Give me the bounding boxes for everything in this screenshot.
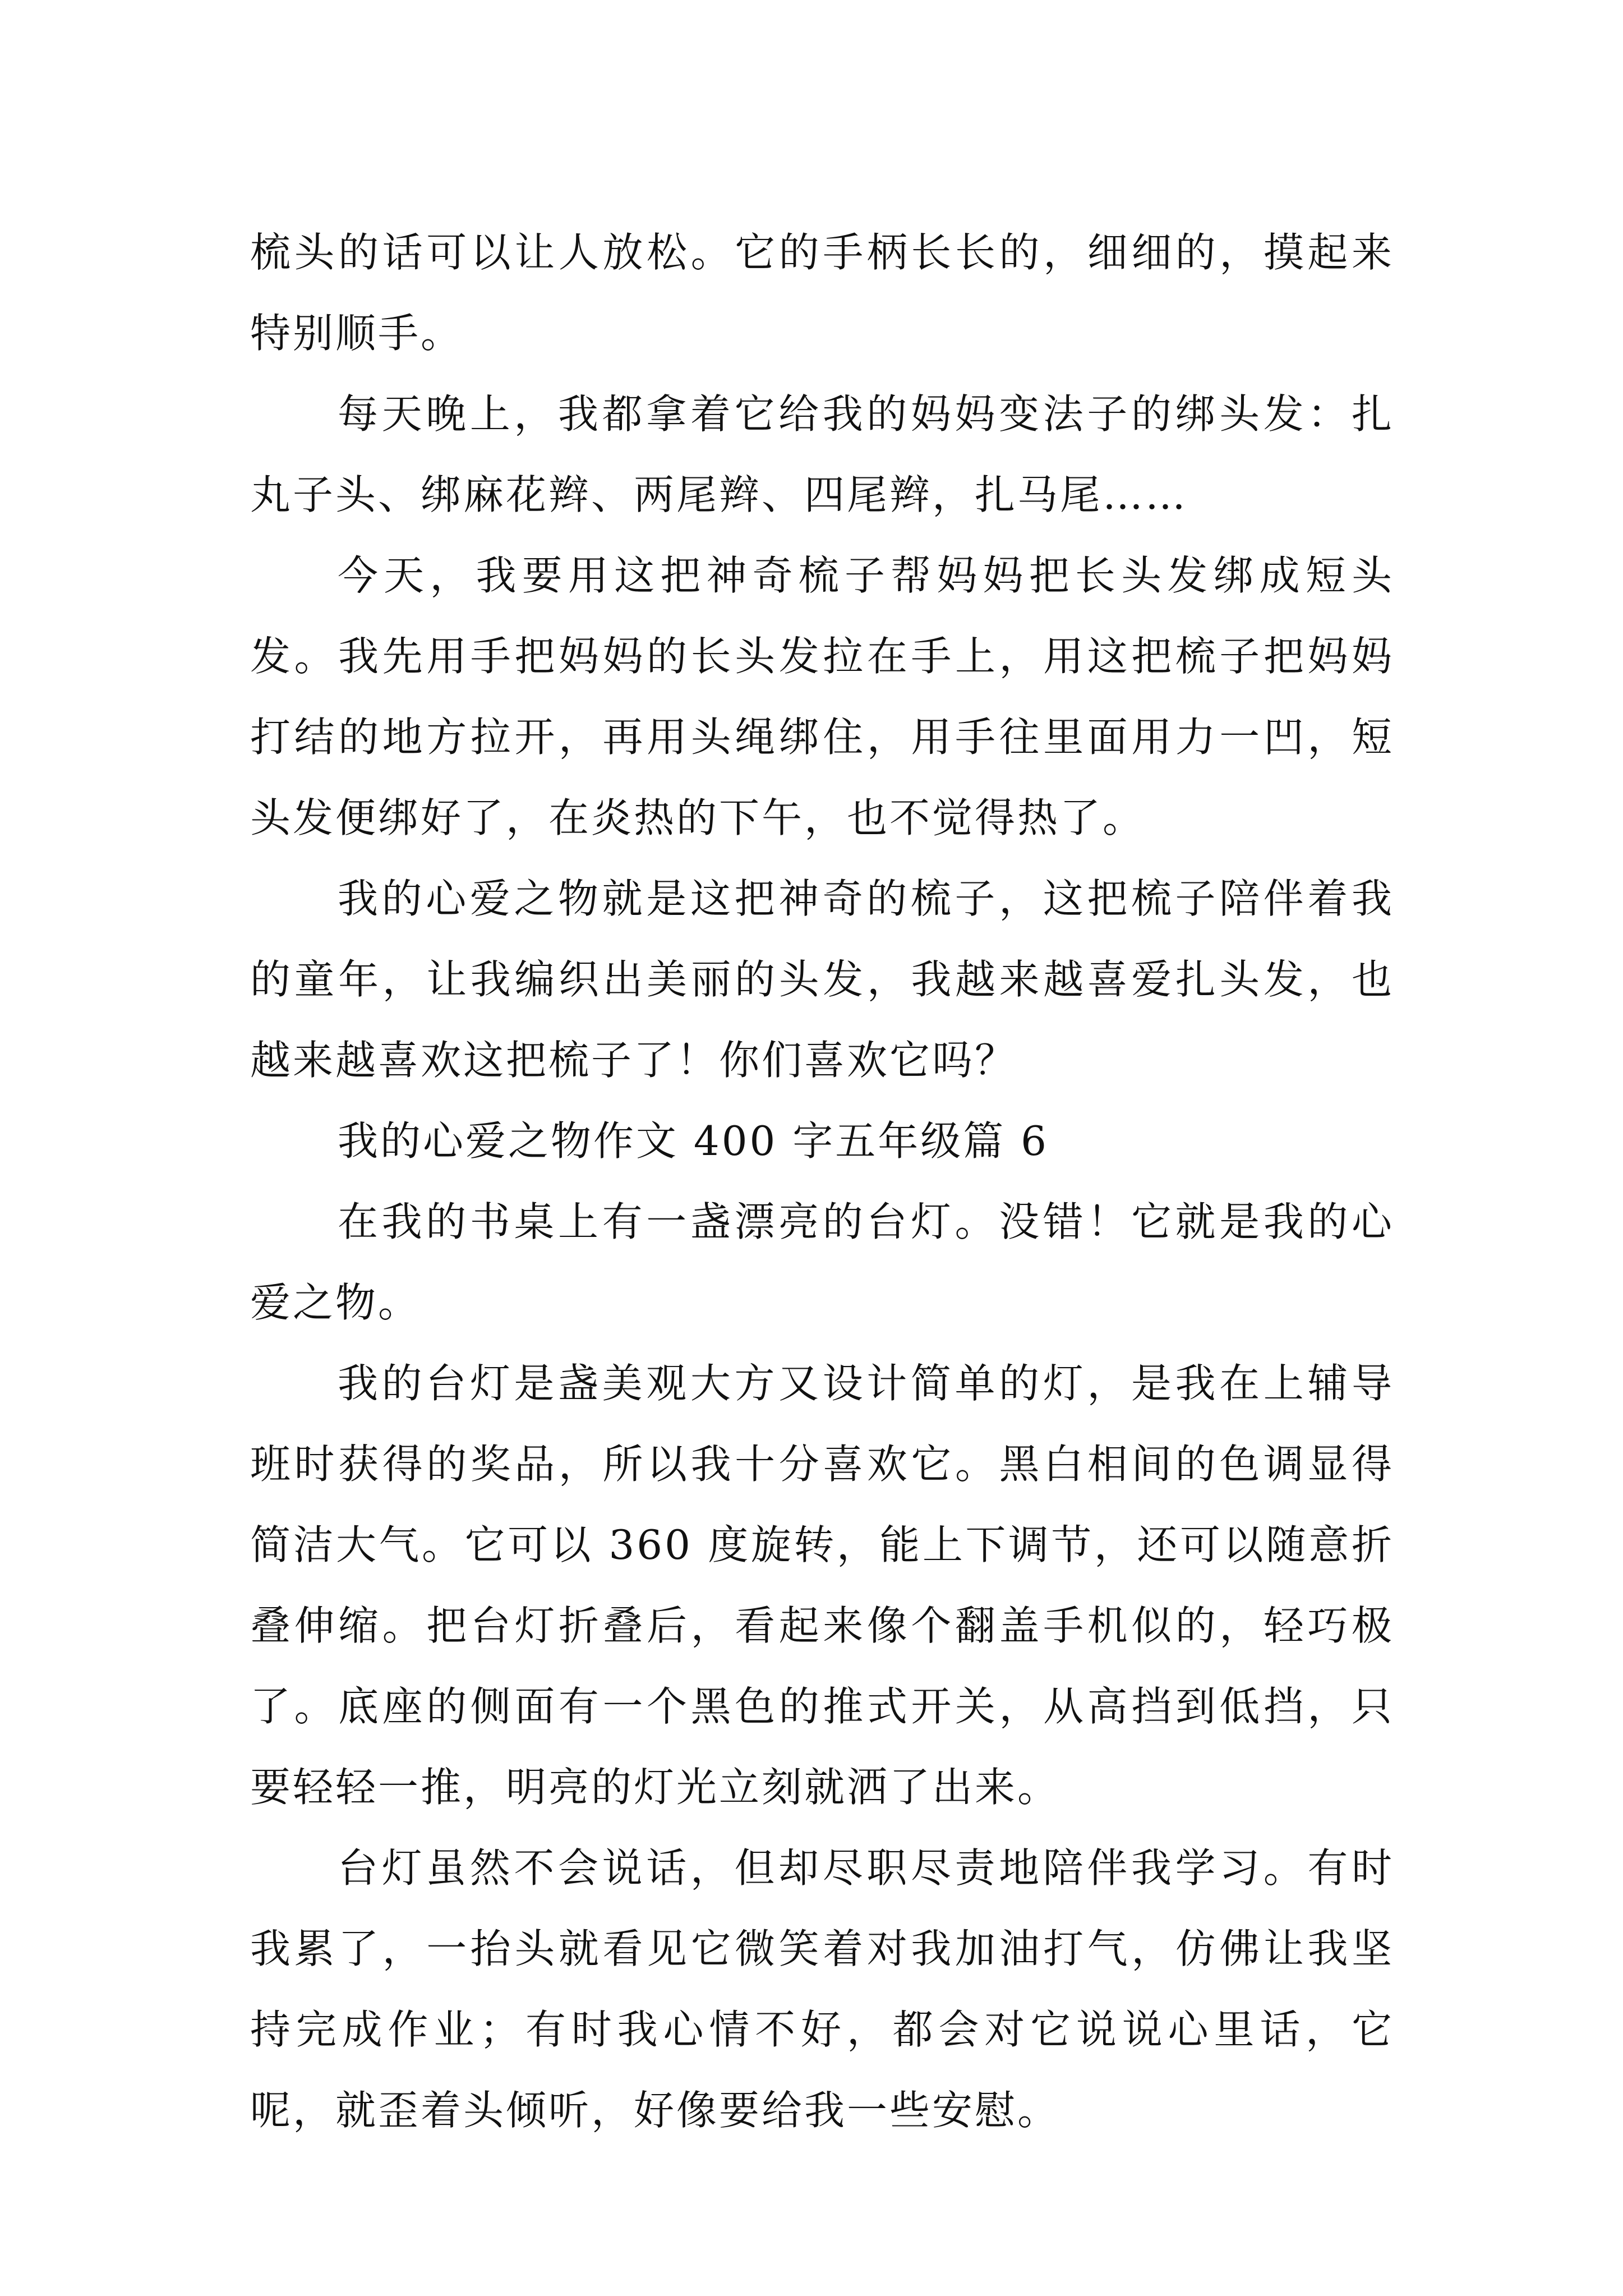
paragraph-7: 台灯虽然不会说话，但却尽职尽责地陪伴我学习。有时我累了，一抬头就看见它微笑着对我加油打气，仿佛让我坚持完成作业；有时我心情不好，都会对它说说心里话，它呢，就歪着头倾听，好像要给我一些安慰。 bbox=[250, 1844, 1394, 2134]
paragraph-4: 我的心爱之物就是这把神奇的梳子，这把梳子陪伴着我的童年，让我编织出美丽的头发，我越来越喜爱扎头发，也越来越喜欢这把梳子了！你们喜欢它吗？ bbox=[250, 875, 1394, 1084]
document-body bbox=[250, 212, 1394, 2151]
paragraph-3: 今天，我要用这把神奇梳子帮妈妈把长头发绑成短头发。我先用手把妈妈的长头发拉在手上，用这把梳子把妈妈打结的地方拉开，再用头绳绑住，用手往里面用力一凹，短头发便绑好了，在炎热的下午，也不觉得热了。 bbox=[250, 552, 1394, 841]
section-heading: 我的心爱之物作文 400 字五年级篇 6 bbox=[338, 1117, 1049, 1165]
paragraph-5: 在我的书桌上有一盏漂亮的台灯。没错！它就是我的心爱之物。 bbox=[250, 1198, 1394, 1326]
paragraph-1: 梳头的话可以让人放松。它的手柄长长的，细细的，摸起来特别顺手。 bbox=[250, 229, 1394, 357]
paragraph-6: 我的台灯是盏美观大方又设计简单的灯，是我在上辅导班时获得的奖品，所以我十分喜欢它。黑白相间的色调显得简洁大气。它可以 360 度旋转，能上下调节，还可以随意折叠伸缩。把台灯折叠后，看起来像个翻盖手机似的，轻巧极了。底座的侧面有一个黑色的推式开关，从高挡到低挡，只要轻轻一推，明亮的灯光立刻就洒了出来。 bbox=[250, 1360, 1394, 1811]
paragraph-2: 每天晚上，我都拿着它给我的妈妈变法子的绑头发：扎丸子头、绑麻花辫、两尾辫、四尾辫，扎马尾…… bbox=[250, 390, 1394, 518]
